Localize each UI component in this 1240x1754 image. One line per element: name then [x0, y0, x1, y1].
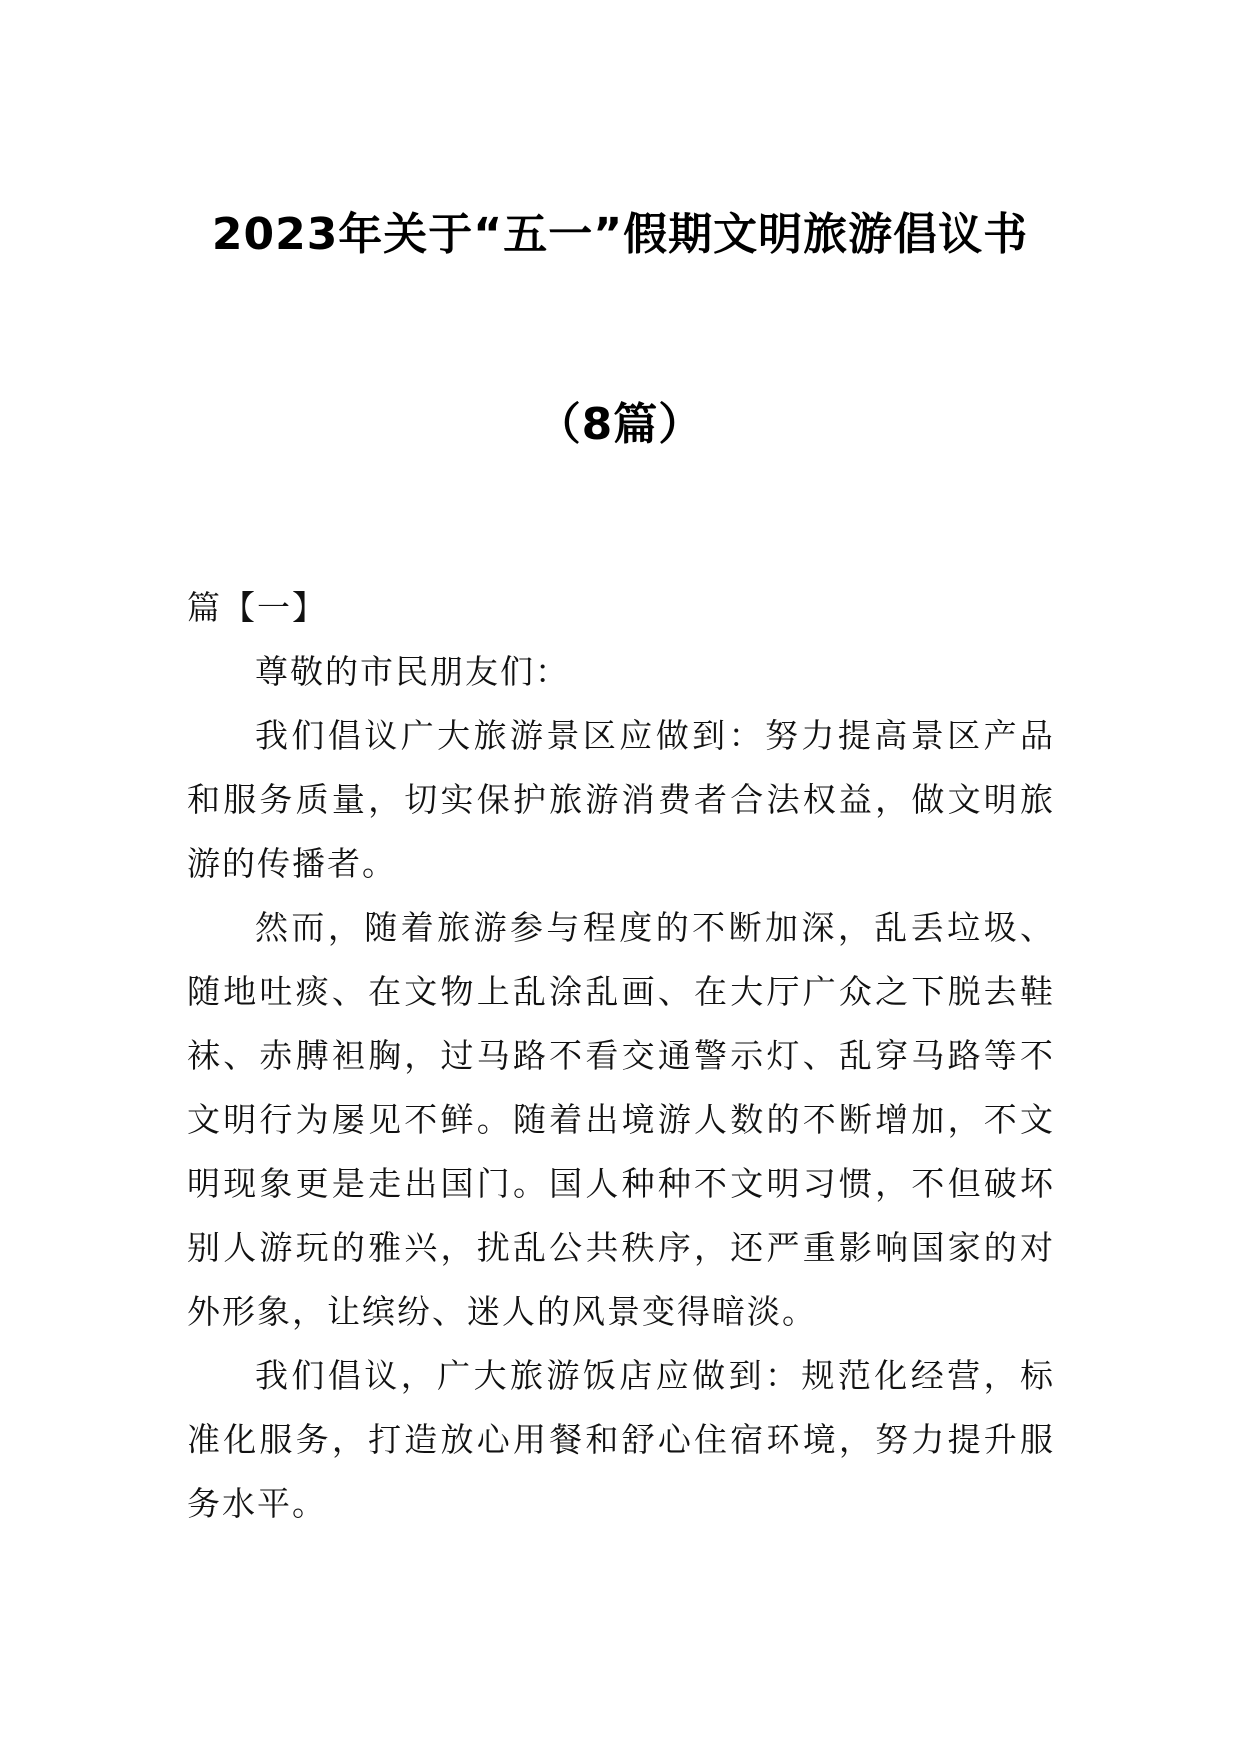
salutation: 尊敬的市民朋友们：: [255, 652, 570, 691]
document-body: [187, 576, 1055, 1536]
document-title: 2023年关于“五一”假期文明旅游倡议书: [211, 209, 1029, 260]
paragraph-3: 我们倡议，广大旅游饭店应做到：规范化经营，标准化服务，打造放心用餐和舒心住宿环境，努力提升服务水平。: [187, 1356, 1055, 1523]
paragraph-1: 我们倡议广大旅游景区应做到：努力提高景区产品和服务质量，切实保护旅游消费者合法权益，做文明旅游的传播者。: [187, 716, 1055, 883]
document-subtitle: （8篇）: [536, 399, 704, 450]
paragraph-2: 然而，随着旅游参与程度的不断加深，乱丢垃圾、随地吐痰、在文物上乱涂乱画、在大厅广众之下脱去鞋袜、赤膊袒胸，过马路不看交通警示灯、乱穿马路等不文明行为屡见不鲜。随着出境游人数的不断增加，不文明现象更是走出国门。国人种种不文明习惯，不但破坏别人游玩的雅兴，扰乱公共秩序，还严重影响国家的对外形象，让缤纷、迷人的风景变得暗淡。: [187, 908, 1055, 1331]
section-label: 篇【一】: [187, 588, 327, 627]
